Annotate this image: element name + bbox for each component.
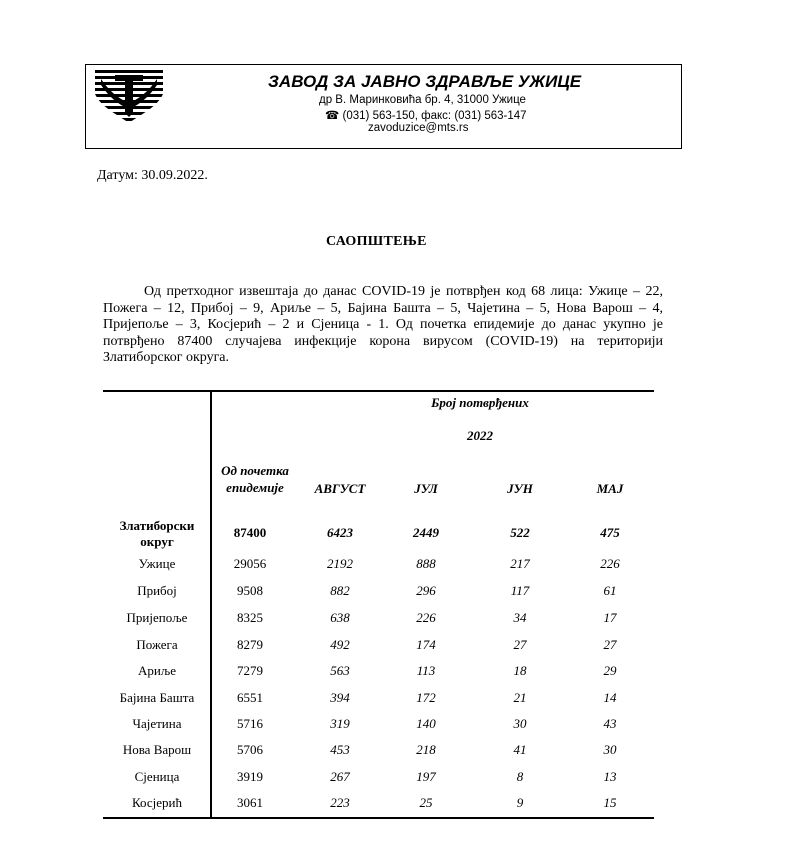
total-cell: 87400 bbox=[233, 525, 267, 540]
table-cell: 27 bbox=[603, 637, 617, 652]
table-cell: 223 bbox=[330, 795, 350, 810]
table-top-rule bbox=[103, 390, 654, 392]
institute-name: ЗАВОД ЗА ЈАВНО ЗДРАВЉЕ УЖИЦЕ bbox=[268, 72, 582, 91]
column-header-since-start: Од почетка епидемије bbox=[221, 463, 289, 495]
table-cell: 29056 bbox=[233, 556, 267, 571]
table-cell: 453 bbox=[330, 742, 350, 757]
table-cell: 9508 bbox=[237, 583, 263, 598]
table-cell: 5706 bbox=[237, 742, 263, 757]
table-cell: 888 bbox=[416, 556, 436, 571]
row-label: Пријепоље bbox=[126, 610, 188, 625]
table-cell: 21 bbox=[513, 690, 527, 705]
row-label: Косјерић bbox=[132, 795, 182, 810]
table-cell: 30 bbox=[603, 742, 617, 757]
table-cell: 41 bbox=[513, 742, 527, 757]
table-cell: 17 bbox=[603, 610, 617, 625]
column-header-month: АВГУСТ bbox=[314, 481, 366, 496]
table-cell: 29 bbox=[603, 663, 617, 678]
table-cell: 319 bbox=[330, 716, 350, 731]
institute-address: др В. Маринковића бр. 4, 31000 Ужице bbox=[319, 94, 526, 106]
column-header-month: ЈУЛ bbox=[414, 481, 438, 496]
table-cell: 226 bbox=[600, 556, 620, 571]
table-cell: 8 bbox=[516, 769, 524, 784]
institute-email: zavoduzice@mts.rs bbox=[368, 122, 469, 134]
table-cell: 3919 bbox=[237, 769, 263, 784]
total-cell: 2449 bbox=[413, 525, 439, 540]
column-header-month: ЈУН bbox=[507, 481, 533, 496]
table-cell: 27 bbox=[513, 637, 527, 652]
institute-logo-icon bbox=[95, 69, 163, 123]
table-cell: 267 bbox=[330, 769, 350, 784]
table-cell: 30 bbox=[513, 716, 527, 731]
row-label: Нова Варош bbox=[122, 742, 192, 757]
column-header-month: МАЈ bbox=[596, 481, 624, 496]
table-cell: 34 bbox=[513, 610, 527, 625]
row-label: Сјеница bbox=[134, 769, 180, 784]
table-cell: 140 bbox=[416, 716, 436, 731]
total-cell: 6423 bbox=[327, 525, 353, 540]
table-bottom-rule bbox=[103, 817, 654, 819]
phone-icon: ☎ bbox=[325, 110, 340, 122]
table-cell: 61 bbox=[603, 583, 617, 598]
row-label: Прибој bbox=[137, 583, 177, 598]
row-label: Ариље bbox=[137, 663, 177, 678]
table-column-divider bbox=[210, 391, 212, 818]
table-cell: 7279 bbox=[237, 663, 263, 678]
document-heading: САОПШТЕЊЕ bbox=[326, 234, 427, 249]
table-cell: 9 bbox=[516, 795, 524, 810]
total-row-label: Златиборски округ bbox=[119, 518, 195, 549]
total-cell: 522 bbox=[510, 525, 530, 540]
table-cell: 14 bbox=[603, 690, 617, 705]
table-year: 2022 bbox=[467, 428, 493, 443]
table-cell: 2192 bbox=[327, 556, 353, 571]
table-group-title: Број потврђених bbox=[431, 395, 529, 410]
table-cell: 18 bbox=[513, 663, 527, 678]
row-label: Ужице bbox=[138, 556, 176, 571]
table-cell: 296 bbox=[416, 583, 436, 598]
table-cell: 8279 bbox=[237, 637, 263, 652]
table-cell: 43 bbox=[603, 716, 617, 731]
table-cell: 492 bbox=[330, 637, 350, 652]
table-cell: 174 bbox=[416, 637, 436, 652]
announcement-text: Од претходног извештаја до данас COVID-19 је потврђен код 68 лица: Ужице – 22, Пожега – 12, Прибој – 9, Ариље – 5, Бајина Башта – 5, Чајетина – 5, Нова Варош – 4, Пријепоље – 3, Косјерић – 2 и Сјеница - 1. Од почетка епидемије до данас укупно је потврђено 87400 случајева инфекције корона вирусом (COVID-19) на територији Златиборског округа. bbox=[103, 284, 663, 365]
table-cell: 197 bbox=[416, 769, 436, 784]
table-cell: 15 bbox=[603, 795, 617, 810]
table-cell: 8325 bbox=[237, 610, 263, 625]
table-cell: 113 bbox=[416, 663, 436, 678]
table-cell: 5716 bbox=[237, 716, 263, 731]
table-cell: 6551 bbox=[237, 690, 263, 705]
table-cell: 638 bbox=[330, 610, 350, 625]
row-label: Пожега bbox=[136, 637, 178, 652]
table-cell: 25 bbox=[419, 795, 433, 810]
table-cell: 218 bbox=[416, 742, 436, 757]
announcement-paragraph bbox=[103, 284, 663, 367]
total-cell: 475 bbox=[600, 525, 620, 540]
table-cell: 3061 bbox=[237, 795, 263, 810]
row-label: Бајина Башта bbox=[119, 690, 195, 705]
document-date: Датум: 30.09.2022. bbox=[97, 168, 208, 183]
institute-phone bbox=[325, 108, 527, 122]
table-cell: 217 bbox=[510, 556, 530, 571]
phone-fax-text: (031) 563-150, факс: (031) 563-147 bbox=[342, 110, 527, 122]
table-cell: 226 bbox=[416, 610, 436, 625]
table-cell: 13 bbox=[603, 769, 617, 784]
table-cell: 563 bbox=[330, 663, 350, 678]
table-cell: 394 bbox=[330, 690, 350, 705]
table-cell: 117 bbox=[510, 583, 530, 598]
table-cell: 172 bbox=[416, 690, 436, 705]
row-label: Чајетина bbox=[132, 716, 182, 731]
table-cell: 882 bbox=[330, 583, 350, 598]
